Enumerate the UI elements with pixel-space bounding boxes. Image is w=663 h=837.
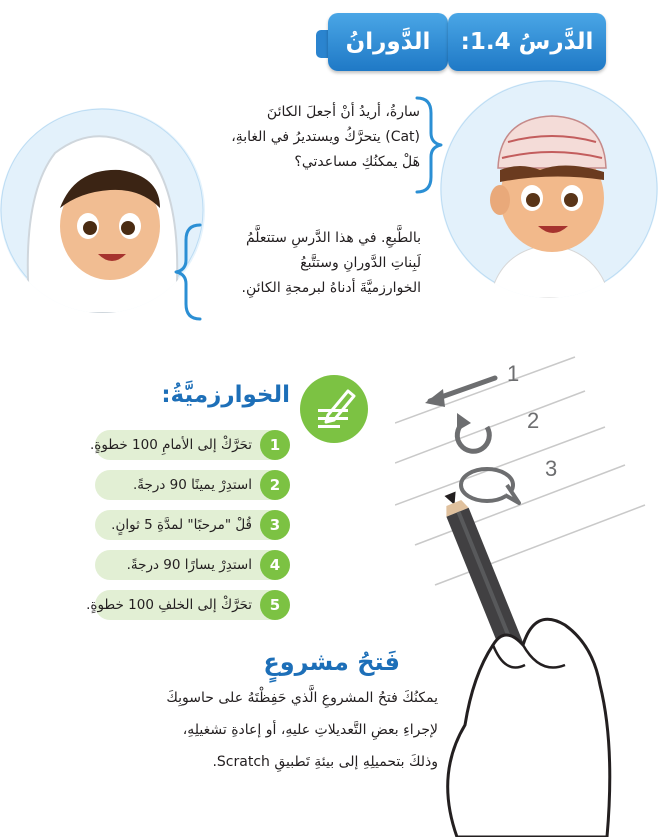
algorithm-step <box>95 470 290 500</box>
algorithm-step <box>89 430 290 460</box>
step-number: 5 <box>260 590 290 620</box>
boy-avatar <box>440 80 658 298</box>
open-project-line: لإجراءِ بعضِ التَّعديلاتِ عليهِ، أو إعادةِ تشغيلِهِ، <box>182 722 438 738</box>
girl-speech-line: الخوارزميَّةَ أدناهُ لبرمجةِ الكائنِ. <box>241 280 421 296</box>
step-text: قُلْ "مرحبًا" لمدَّةِ 5 ثوانٍ. <box>111 517 252 533</box>
girl-speech-text <box>205 226 421 301</box>
step-text: تحَرَّكْ إلى الخلفِ 100 خطوةٍ. <box>86 597 252 613</box>
girl-speech-line: بالطَّبعِ. في هذا الدَّرسِ ستتعلَّمُ <box>245 230 421 246</box>
boy-speech-text <box>210 100 420 175</box>
step-number: 3 <box>260 510 290 540</box>
boy-speech-line: هَلْ يمكنُكِ مساعدتي؟ <box>294 154 420 170</box>
lesson-title: الدَّورانُ <box>345 29 431 55</box>
boy-speech-line: سارةُ، أريدُ أنْ أجعلَ الكائنَ <box>266 104 420 120</box>
lesson-number: الدَّرسُ 1.4: <box>460 29 594 55</box>
arrow-left-icon <box>425 378 495 407</box>
girl-speech-line: لَبِناتِ الدَّورانِ وستتَّبعُ <box>300 255 421 271</box>
algorithm-step <box>95 510 290 540</box>
open-project-line: يمكنُكَ فتحُ المشروعِ الَّذي حَفِظْتَهُ على حاسوبِكَ <box>166 690 438 706</box>
step-text: استدِرْ يمينًا 90 درجةً. <box>132 477 252 493</box>
open-project-heading: فَتحُ مشروعٍ <box>263 648 400 676</box>
step-number: 1 <box>260 430 290 460</box>
step-number: 2 <box>260 470 290 500</box>
boy-speech-line: (Cat) يتحرَّكُ ويستديرُ في الغابةِ، <box>231 129 420 145</box>
rotate-icon <box>457 413 489 451</box>
step-text: تحَرَّكْ إلى الأمامِ 100 خطوةٍ. <box>89 437 252 453</box>
open-project-line: وذلكَ بتحميلِهِ إلى بيئةِ تَطبيقِ Scratch. <box>212 754 438 770</box>
pencil-note-icon <box>300 375 368 443</box>
algorithm-heading: الخوارزميَّةُ: <box>161 382 290 408</box>
speech-bubble-icon <box>461 469 519 503</box>
step-number: 4 <box>260 550 290 580</box>
illustration-label: 2 <box>527 408 540 433</box>
illustration-label: 3 <box>545 456 558 481</box>
step-text: استدِرْ يسارًا 90 درجةً. <box>126 557 252 573</box>
illustration-label: 1 <box>507 361 520 386</box>
algorithm-step <box>95 550 290 580</box>
algorithm-step <box>86 590 290 620</box>
header-top-edge <box>360 0 560 14</box>
